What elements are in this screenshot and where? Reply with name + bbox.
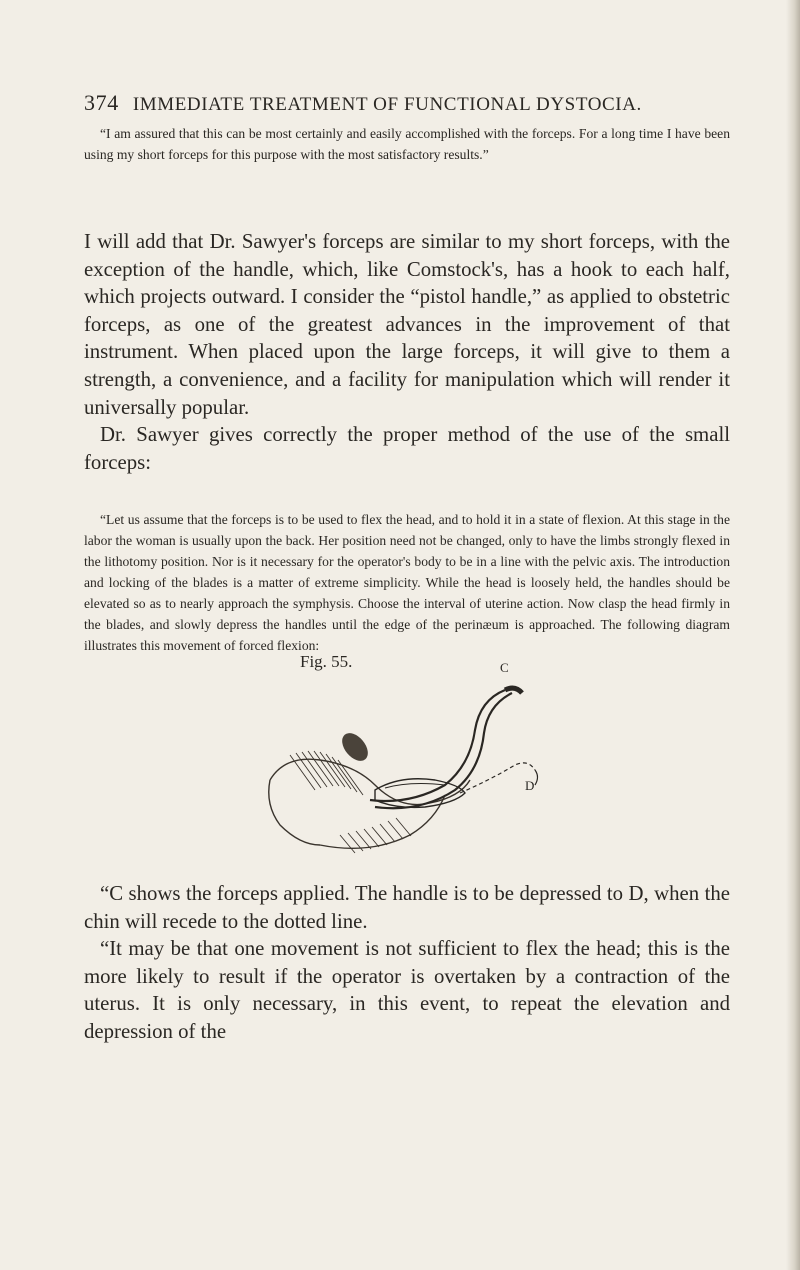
quote-block-1: [84, 123, 730, 165]
caption-paragraph-2: “It may be that one movement is not sufficient to flex the head; this is the more likely to result if the operator is overtaken by a contraction of the uterus. It is only necessary, in this event, to repeat the elevation and depression of the: [84, 937, 730, 1043]
arc-d: [535, 770, 538, 785]
body-text: [84, 228, 730, 476]
forceps-diagram: [260, 685, 560, 860]
dotted-line: [460, 763, 535, 793]
body-paragraph-2: Dr. Sawyer gives correctly the proper method of the use of the small forceps:: [84, 423, 730, 474]
page-number: 374: [84, 90, 119, 115]
quote-1-text: “I am assured that this can be most certainly and easily accomplished with the forceps. For a long time I have been using my short forceps for this purpose with the most satisfactory results.”: [84, 126, 730, 162]
symphysis: [337, 728, 373, 765]
figure-marker-c: C: [500, 660, 509, 675]
hatching: [290, 751, 411, 853]
caption-paragraph-1: “C shows the forceps applied. The handle is to be depressed to D, when the chin will recede to the dotted line.: [84, 882, 730, 933]
figure-marker-d: D: [525, 778, 535, 793]
caption-text: [84, 880, 730, 1046]
quote-2-text: “Let us assume that the forceps is to be used to flex the head, and to hold it in a state of flexion. At this stage in the labor the woman is usually upon the back. Her position need not be changed, only to have the limbs strongly flexed in the lithotomy position. Nor is it necessary for the operator's body to be in a line with the pelvic axis. The introduction and locking of the blades is a matter of extreme simplicity. While the head is loosely held, the handles should be elevated so as to nearly approach the symphysis. Choose the interval of uterine action. Now clasp the head firmly in the blades, and slowly depress the handles until the edge of the perinæum is approached. The following diagram illustrates this movement of forced flexion:: [84, 512, 730, 653]
running-title: IMMEDIATE TREATMENT OF FUNCTIONAL DYSTOCIA.: [132, 94, 642, 115]
body-paragraph-1: I will add that Dr. Sawyer's forceps are similar to my short forceps, with the exception of the handle, which, like Comstock's, has a hook to each half, which projects outward. I consider the “pistol handle,” as applied to obstetric forceps, as one of the greatest advances in the improvement of that instrument. When placed upon the large forceps, it will give to them a strength, a convenience, and a facility for manipulation which will render it universally popular.: [84, 230, 730, 419]
quote-block-2: [84, 509, 730, 656]
running-header: [84, 90, 724, 116]
page-edge: [786, 0, 800, 1270]
forceps: [370, 688, 522, 808]
figure-label: Fig. 55.: [300, 652, 353, 671]
